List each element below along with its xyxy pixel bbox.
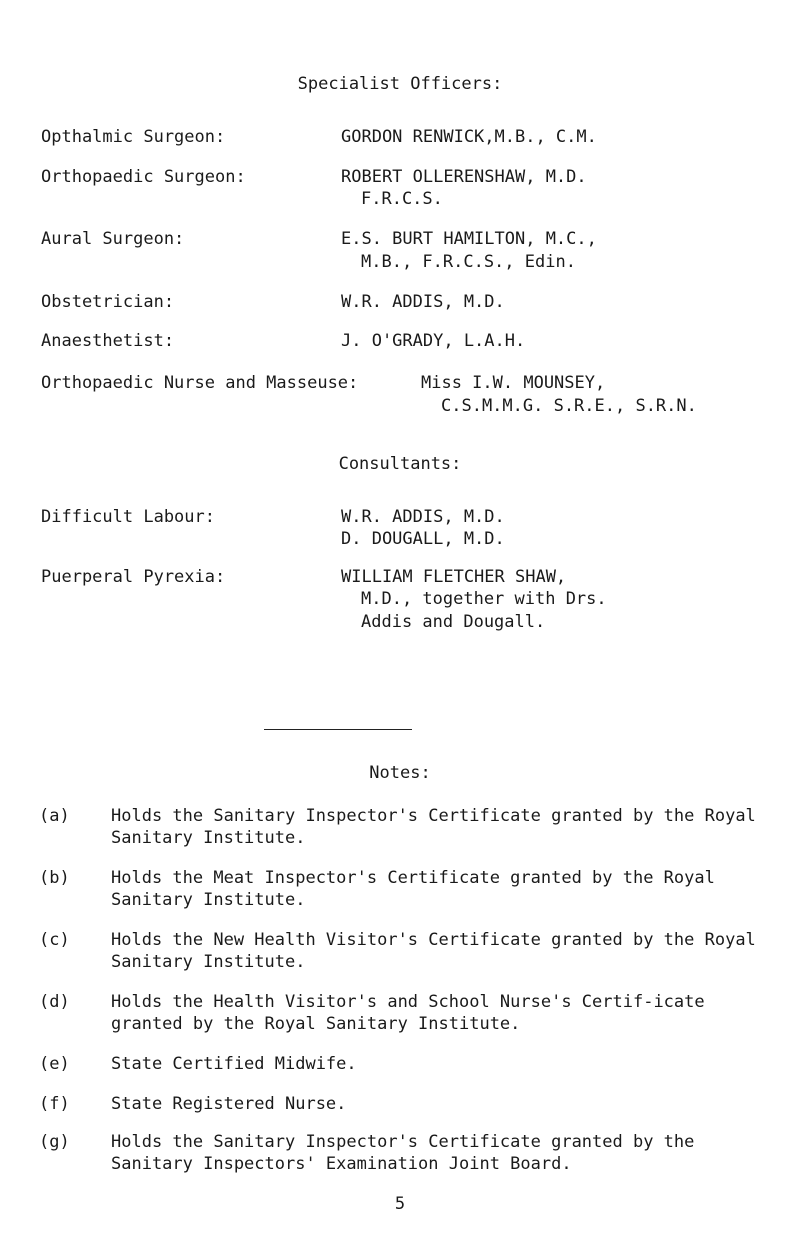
officer-role: Anaesthetist: <box>41 331 175 351</box>
officer-role: Obstetrician: <box>41 292 175 312</box>
officer-name-continued: M.B., F.R.C.S., Edin. <box>361 252 576 272</box>
note-marker: (g) <box>39 1132 70 1152</box>
note-marker: (c) <box>39 930 70 950</box>
officer-name: J. O'GRADY, L.A.H. <box>341 331 526 351</box>
page-number: 5 <box>394 1194 406 1214</box>
note-item <box>39 1093 769 1115</box>
specialist-officers-heading: Specialist Officers: <box>297 74 503 94</box>
note-marker: (f) <box>39 1094 70 1114</box>
consultant-line: Addis and Dougall. <box>361 612 546 632</box>
note-item <box>39 1053 769 1075</box>
note-item <box>39 991 769 1035</box>
officer-name: W.R. ADDIS, M.D. <box>341 292 505 312</box>
consultant-role: Puerperal Pyrexia: <box>41 567 226 587</box>
note-text: State Registered Nurse. <box>111 1094 347 1114</box>
note-marker: (a) <box>39 806 70 826</box>
note-text: Holds the Health Visitor's and School Nurse's Certif-icate granted by the Royal Sanitary Institute. <box>111 992 705 1034</box>
note-marker: (b) <box>39 868 70 888</box>
note-item <box>39 929 769 973</box>
officer-role: Orthopaedic Surgeon: <box>41 167 246 187</box>
officer-name: E.S. BURT HAMILTON, M.C., <box>341 229 597 249</box>
note-item <box>39 1131 769 1175</box>
note-item <box>39 867 769 911</box>
section-divider <box>264 729 412 730</box>
officer-name-continued: F.R.C.S. <box>361 189 443 209</box>
note-marker: (d) <box>39 992 70 1012</box>
note-item <box>39 805 769 849</box>
officer-name: ROBERT OLLERENSHAW, M.D. <box>341 167 587 187</box>
consultant-line: W.R. ADDIS, M.D. <box>341 507 505 527</box>
consultant-line: WILLIAM FLETCHER SHAW, <box>341 567 567 587</box>
consultant-line: M.D., together with Drs. <box>361 589 607 609</box>
consultant-role: Difficult Labour: <box>41 507 215 527</box>
officer-name: GORDON RENWICK,M.B., C.M. <box>341 127 597 147</box>
note-marker: (e) <box>39 1054 70 1074</box>
note-text: Holds the Sanitary Inspector's Certificate granted by the Royal Sanitary Institute. <box>111 806 756 848</box>
note-text: Holds the New Health Visitor's Certificate granted by the Royal Sanitary Institute. <box>111 930 756 972</box>
notes-heading: Notes: <box>369 763 431 783</box>
nurse-name: Miss I.W. MOUNSEY, <box>421 373 606 393</box>
consultant-line: D. DOUGALL, M.D. <box>341 529 505 549</box>
note-text: State Certified Midwife. <box>111 1054 357 1074</box>
consultants-heading: Consultants: <box>338 454 462 474</box>
officer-role: Aural Surgeon: <box>41 229 185 249</box>
note-text: Holds the Meat Inspector's Certificate granted by the Royal Sanitary Institute. <box>111 868 715 910</box>
nurse-qualifications: C.S.M.M.G. S.R.E., S.R.N. <box>441 396 697 416</box>
officer-role: Opthalmic Surgeon: <box>41 127 226 147</box>
nurse-role: Orthopaedic Nurse and Masseuse: <box>41 373 359 393</box>
note-text: Holds the Sanitary Inspector's Certificate granted by the Sanitary Inspectors' Examination Joint Board. <box>111 1132 695 1174</box>
